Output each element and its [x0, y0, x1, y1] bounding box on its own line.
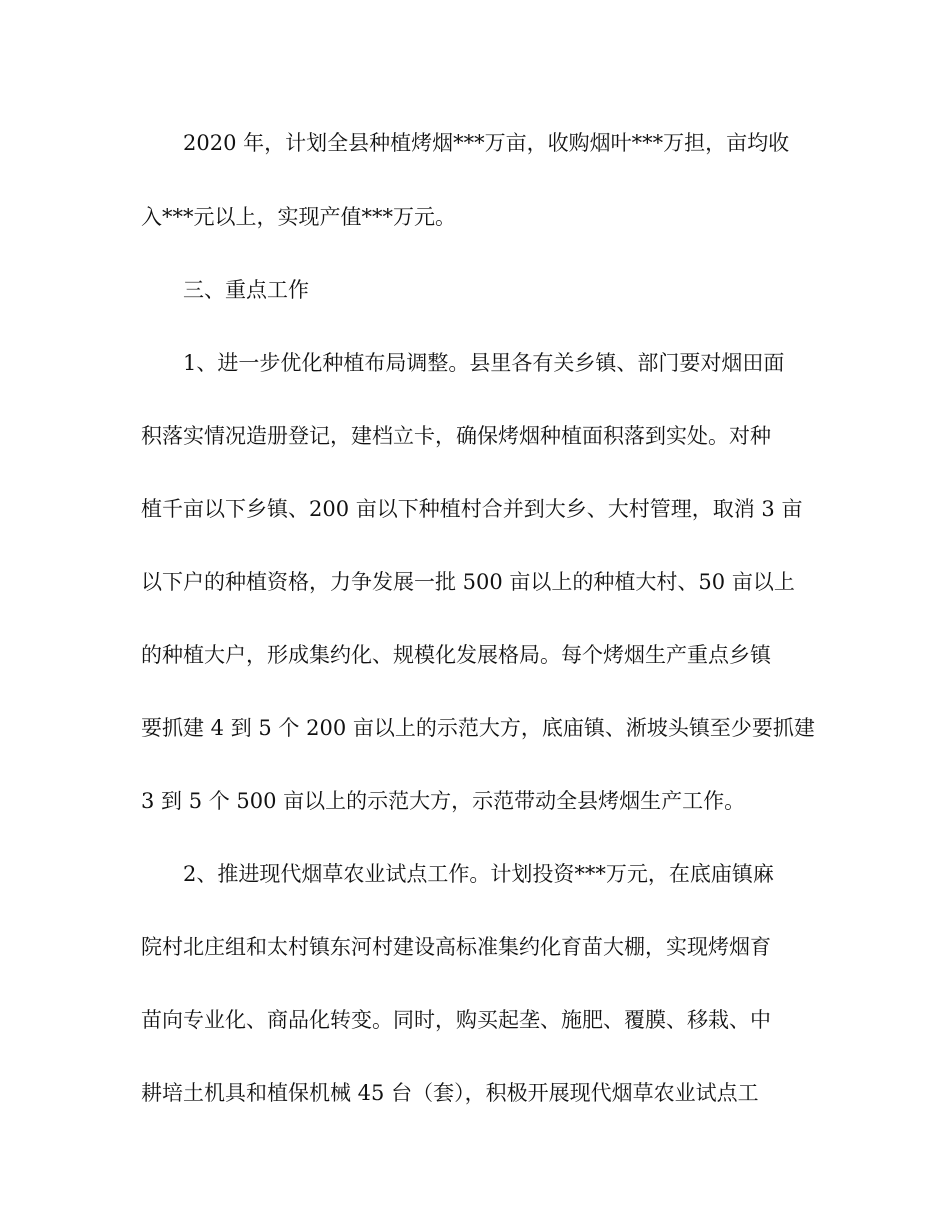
- paragraph-line: 院村北庄组和太村镇东河村建设高标准集约化育苗大棚，实现烤烟育: [141, 935, 771, 959]
- paragraph-line: 3 到 5 个 500 亩以上的示范大方，示范带动全县烤烟生产工作。: [141, 789, 746, 813]
- section-heading: 三、重点工作: [183, 278, 309, 302]
- paragraph-line: 的种植大户，形成集约化、规模化发展格局。每个烤烟生产重点乡镇: [141, 643, 771, 667]
- paragraph-line: 要抓建 4 到 5 个 200 亩以上的示范大方，底庙镇、淅坡头镇至少要抓建: [141, 716, 815, 740]
- paragraph-line: 苗向专业化、商品化转变。同时，购买起垄、施肥、覆膜、移栽、中: [141, 1008, 771, 1032]
- paragraph-line-item-1: 1、进一步优化种植布局调整。县里各有关乡镇、部门要对烟田面: [183, 351, 785, 375]
- paragraph-line-target: 2020 年，计划全县种植烤烟***万亩，收购烟叶***万担，亩均收: [183, 131, 790, 155]
- paragraph-line-item-2: 2、推进现代烟草农业试点工作。计划投资***万元，在底庙镇麻: [183, 862, 774, 886]
- paragraph-line: 积落实情况造册登记，建档立卡，确保烤烟种植面积落到实处。对种: [141, 424, 771, 448]
- paragraph-line: 以下户的种植资格，力争发展一批 500 亩以上的种植大村、50 亩以上: [141, 570, 795, 594]
- paragraph-line: 植千亩以下乡镇、200 亩以下种植村合并到大乡、大村管理，取消 3 亩: [141, 497, 803, 521]
- paragraph-line-target-cont: 入***元以上，实现产值***万元。: [141, 205, 456, 229]
- paragraph-line: 耕培土机具和植保机械 45 台（套），积极开展现代烟草农业试点工: [141, 1081, 759, 1105]
